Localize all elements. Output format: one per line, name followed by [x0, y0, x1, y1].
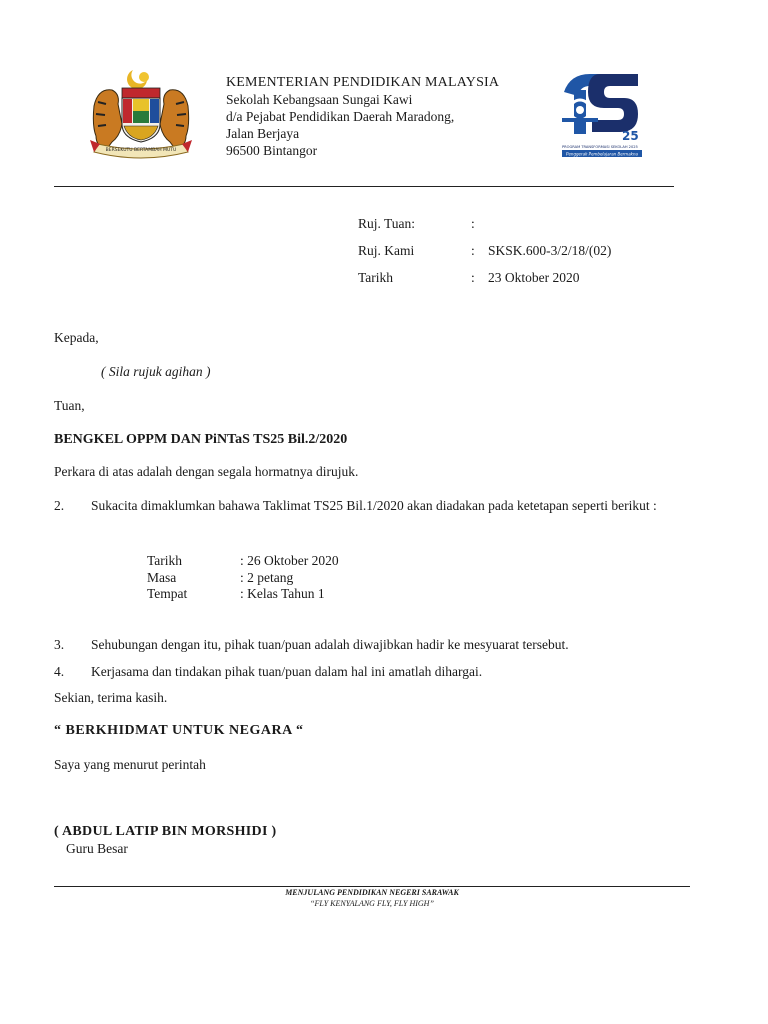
detail-date-value: : 26 Oktober 2020	[240, 553, 339, 568]
detail-time-value: : 2 petang	[240, 570, 294, 585]
para-3-number: 3.	[54, 637, 65, 652]
detail-place-label: Tempat	[147, 586, 188, 601]
recipient-to: Kepada,	[54, 330, 99, 345]
crest-motto: BERSEKUTU BERTAMBAH MUTU	[105, 148, 177, 153]
ref-kami-value: SKSK.600-3/2/18/(02)	[488, 243, 612, 258]
ref-date-label: Tarikh	[358, 270, 394, 285]
ref-date-value: 23 Oktober 2020	[488, 270, 580, 285]
ref-kami-sep: :	[471, 243, 475, 258]
letter-subject: BENGKEL OPPM DAN PiNTaS TS25 Bil.2/2020	[54, 432, 348, 447]
ts25-logo-tagline: Penggerak Pembelajaran Bermakna	[566, 151, 638, 157]
ministry-name: KEMENTERIAN PENDIDIKAN MALAYSIA	[226, 75, 500, 90]
detail-place-value: : Kelas Tahun 1	[240, 586, 325, 601]
detail-time-label: Masa	[147, 570, 177, 585]
para-2-number: 2.	[54, 498, 65, 513]
detail-date-label: Tarikh	[147, 553, 183, 568]
para-4-number: 4.	[54, 664, 65, 679]
closing-text: Sekian, terima kasih.	[54, 690, 168, 705]
address-line-2: Jalan Berjaya	[226, 126, 300, 141]
recipient-note: ( Sila rujuk agihan )	[101, 364, 211, 379]
school-name: Sekolah Kebangsaan Sungai Kawi	[226, 92, 413, 107]
footer-divider	[54, 886, 690, 887]
address-line-3: 96500 Bintangor	[226, 143, 318, 158]
ts25-logo-caption: PROGRAM TRANSFORMASI SEKOLAH 2025	[562, 145, 638, 149]
motto-text: “ BERKHIDMAT UNTUK NEGARA “	[54, 723, 304, 738]
address-line-1: d/a Pejabat Pendidikan Daerah Maradong,	[226, 109, 455, 124]
ts25-logo	[560, 70, 644, 158]
para-4-text: Kerjasama dan tindakan pihak tuan/puan dalam hal ini amatlah dihargai.	[91, 664, 483, 679]
ref-kami-label: Ruj. Kami	[358, 243, 415, 258]
intro-paragraph: Perkara di atas adalah dengan segala hormatnya dirujuk.	[54, 464, 359, 479]
footer-line-2: “FLY KENYALANG FLY, FLY HIGH”	[310, 899, 434, 908]
para-2-text: Sukacita dimaklumkan bahawa Taklimat TS25 Bil.1/2020 akan diadakan pada ketetapan seperti berikut :	[91, 498, 657, 513]
para-3-text: Sehubungan dengan itu, pihak tuan/puan adalah diwajibkan hadir ke mesyuarat tersebut.	[91, 637, 569, 652]
signatory-name: ( ABDUL LATIP BIN MORSHIDI )	[54, 824, 277, 839]
order-text: Saya yang menurut perintah	[54, 757, 206, 772]
salutation: Tuan,	[54, 398, 85, 413]
header-divider	[54, 186, 674, 187]
ref-tuan-label: Ruj. Tuan:	[358, 216, 416, 231]
ref-tuan-sep: :	[471, 216, 475, 231]
ts25-logo-number: 25	[622, 129, 639, 143]
malaysia-coat-of-arms	[86, 66, 196, 162]
footer-line-1: MENJULANG PENDIDIKAN NEGERI SARAWAK	[285, 888, 459, 897]
signatory-title: Guru Besar	[66, 841, 128, 856]
ref-date-sep: :	[471, 270, 475, 285]
